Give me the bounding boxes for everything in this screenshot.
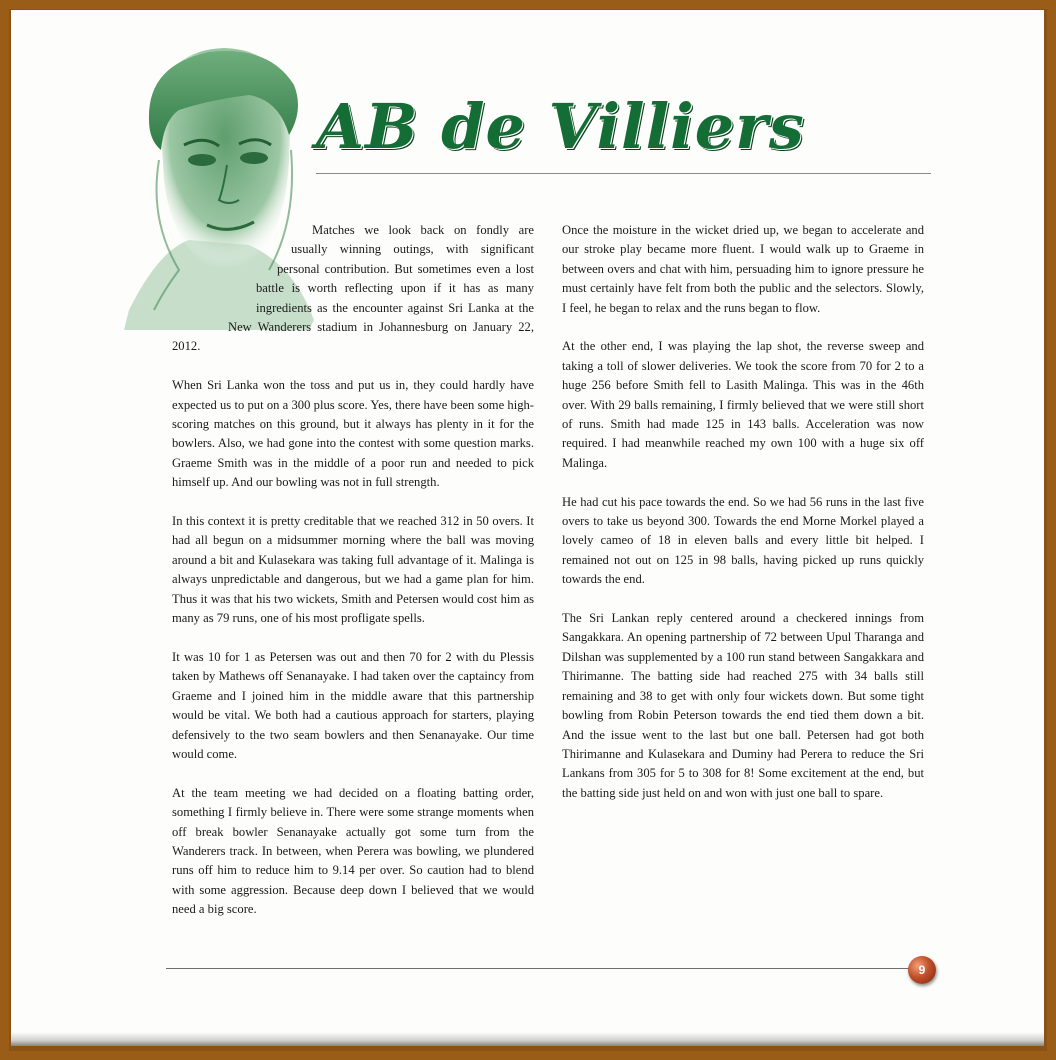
right-column (562, 221, 924, 823)
paragraph: At the team meeting we had decided on a floating batting order, something I firmly believe in. There were some strange moments when off break bowler Senanayake actually got some turn from the Wanderers track. In between, when Perera was bowling, we plundered runs off him to reduce him to 9.14 per over. So caution had to blend with some aggression. Because deep down I believed that we would need a big score. (172, 785, 534, 917)
paragraph: It was 10 for 1 as Petersen was out and then 70 for 2 with du Plessis taken by Mathews off Senanayake. I had taken over the captaincy from Graeme and I joined him in the middle aware that this partnership would be vital. We both had a cautious approach for starters, playing defensively to the two seam bowlers and then Senanayake. Our time would come. (172, 649, 534, 761)
paragraph: The Sri Lankan reply centered around a checkered innings from Sangakkara. An opening partnership of 72 between Upul Tharanga and Dilshan was supplemented by a 100 run stand between Sangakkara and Thirimanne. The batting side had reached 275 with 34 balls still remaining and 38 to get with only four wickets down. But some tight bowling from Robin Peterson towards the end tied them down a bit. And the issue went to the last but one ball. Petersen had got both Thirimanne and Kulasekara and Duminy had Perera to reduce the Sri Lankans from 305 for 5 to 308 for 8! Some excitement at the end, but the batting side just held on and won with just one ball to spare. (562, 611, 924, 800)
page-number-badge: 9 (908, 956, 936, 984)
left-column (172, 221, 534, 939)
page-title: AB de Villiers (316, 90, 805, 163)
paragraph: Once the moisture in the wicket dried up, we began to accelerate and our stroke play became more fluent. I would walk up to Graeme in between overs and chat with him, persuading him to ignore pressure he must certainly have felt from both the public and the selectors. Slowly, I feel, he began to relax and the runs began to flow. (562, 223, 924, 315)
page-shadow (11, 1032, 1044, 1046)
footer-divider (166, 968, 911, 969)
paragraph: He had cut his pace towards the end. So we had 56 runs in the last five overs to take us beyond 300. Towards the end Morne Morkel played a lovely cameo of 18 in eleven balls and every little bit helped. I remained not out on 125 in 98 balls, having picked up runs quickly towards the end. (562, 494, 924, 587)
intro-paragraph: Matches we look back on fondly are usually winning outings, with significant personal contribution. But sometimes even a lost battle is worth reflecting upon if it has as many ingredients as the encounter against Sri Lanka at the New Wanderers stadium in Johannesburg on January 22, 2012. (172, 223, 534, 354)
paragraph: In this context it is pretty creditable that we reached 312 in 50 overs. It had all begun on a midsummer morning where the ball was moving around a bit and Kulasekara was taking full advantage of it. Malinga is always unpredictable and dangerous, but we had a game plan for him. Thus it was that his two wickets, Smith and Petersen would cost him as many as 79 runs, one of his most profligate spells. (172, 514, 534, 626)
book-page (11, 10, 1044, 1046)
paragraph: When Sri Lanka won the toss and put us in, they could hardly have expected us to put on a 300 plus score. Yes, there have been some high-scoring matches on this ground, but it always has plenty in it for the bowlers. Also, we had gone into the contest with some question marks. Graeme Smith was in the middle of a poor run and needed to pick himself up. And our bowling was not in full strength. (172, 378, 534, 490)
paragraph: At the other end, I was playing the lap shot, the reverse sweep and taking a toll of slower deliveries. We took the score from 70 for 2 to a huge 256 before Smith fell to Lasith Malinga. This was in the 46th over. With 29 balls remaining, I firmly believed that we were still short of runs. Smith had made 125 in 143 balls. Acceleration was now required. I had meanwhile reached my own 100 with a huge six off Malinga. (562, 339, 924, 470)
title-divider (316, 173, 931, 174)
